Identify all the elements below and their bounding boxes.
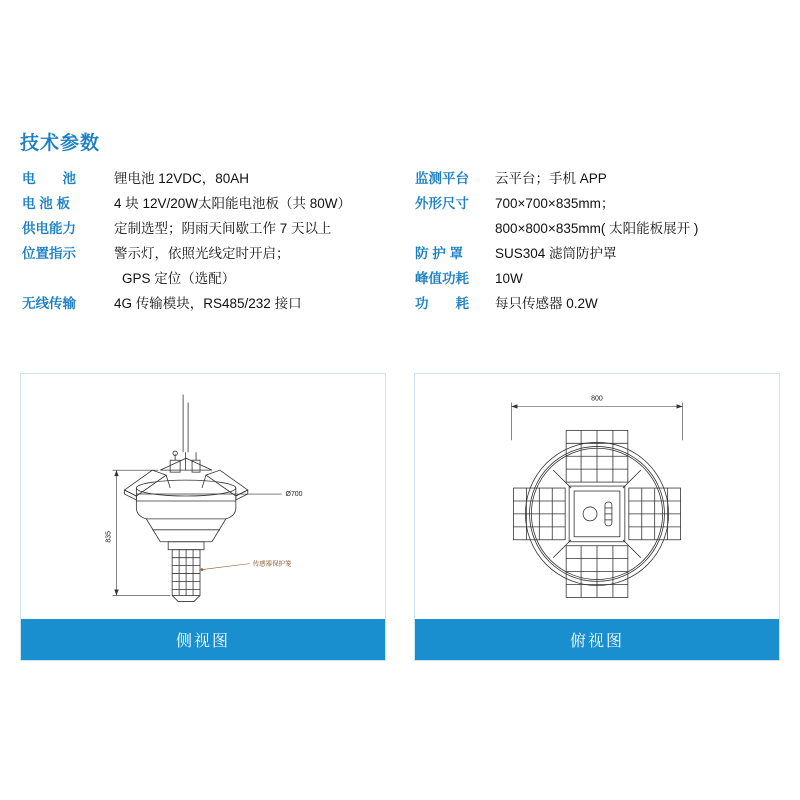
spec-label: 供电能力 [22,221,76,236]
spec-value: GPS 定位（选配） [122,271,236,286]
spec-column-right [415,166,795,316]
spec-label: 外形尺寸 [415,196,469,211]
spec-label: 无线传输 [22,296,76,311]
figure-side-view [20,373,386,661]
side-view-height-dim: 835 [105,530,113,543]
spec-label: 电 池 [22,171,76,186]
side-view-diameter-dim: Ø700 [285,491,303,499]
spec-value: 云平台；手机 APP [495,171,607,186]
spec-value: 4 块 12V/20W太阳能电池板（共 80W） [114,196,352,211]
top-view-width-dim: 800 [591,395,603,403]
spec-value: 800×800×835mm( 太阳能板展开 ) [495,221,699,236]
spec-label: 电 池 板 [22,196,71,211]
side-view-drawing [21,374,385,620]
spec-row-continuation [415,216,795,241]
spec-value: 每只传感器 0.2W [495,296,598,311]
spec-row [22,191,392,216]
spec-value: 4G 传输模块，RS485/232 接口 [114,296,302,311]
spec-row [415,291,795,316]
spec-row-continuation [22,266,392,291]
spec-row [415,166,795,191]
spec-column-left [22,166,392,316]
spec-label: 峰值功耗 [415,271,469,286]
top-view-drawing [415,374,779,620]
spec-row [22,166,392,191]
spec-row [415,241,795,266]
spec-label: 监测平台 [415,171,469,186]
spec-value: SUS304 滤筒防护罩 [495,246,617,261]
spec-row [22,216,392,241]
spec-label: 位置指示 [22,246,76,261]
spec-row [415,266,795,291]
spec-value: 定制选型；阴雨天间歇工作 7 天以上 [114,221,332,236]
spec-row [22,291,392,316]
spec-value: 10W [495,271,523,286]
page-title: 技术参数 [20,133,101,154]
spec-label: 防 护 罩 [415,246,464,261]
spec-row [22,241,392,266]
top-view-caption: 俯视图 [415,619,779,660]
side-view-note: 传感器保护笼 [252,560,292,568]
figure-top-view [414,373,780,661]
spec-value: 锂电池 12VDC，80AH [114,171,250,186]
spec-label: 功 耗 [415,296,469,311]
side-view-caption: 侧视图 [21,619,385,660]
spec-value: 700×700×835mm； [495,196,615,211]
spec-row [415,191,795,216]
spec-value: 警示灯，依照光线定时开启； [114,246,290,261]
